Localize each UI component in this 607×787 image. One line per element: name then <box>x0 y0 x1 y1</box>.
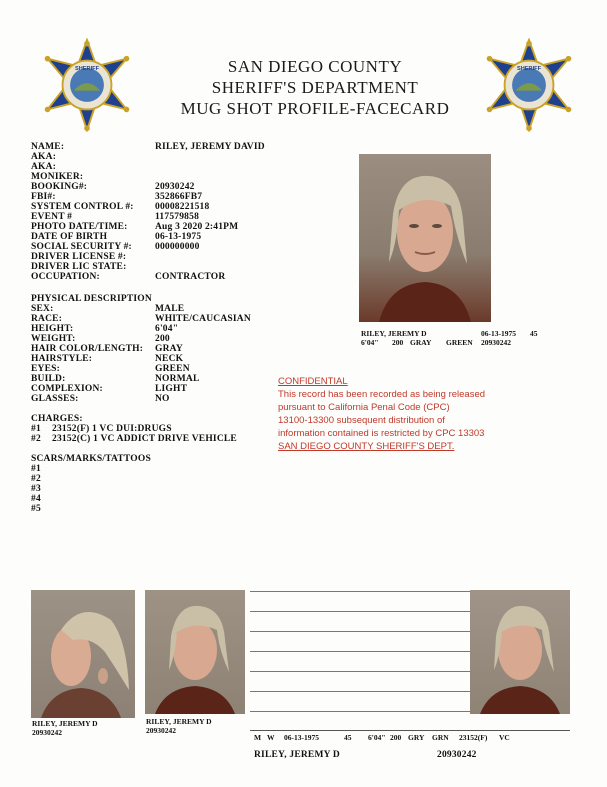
charge-number: #2 <box>31 434 41 444</box>
ruled-line <box>250 691 470 692</box>
field-label: BOOKING#: <box>31 182 88 192</box>
field-label: OCCUPATION: <box>31 272 100 282</box>
field-label: EVENT # <box>31 212 73 222</box>
scar-item: #5 <box>31 504 41 514</box>
sheriff-badge-left-icon <box>40 38 134 132</box>
svg-text:SHERIFF: SHERIFF <box>74 65 100 72</box>
ruled-line <box>250 711 470 712</box>
charge-text: 23152(C) 1 VC ADDICT DRIVE VEHICLE <box>52 434 237 444</box>
field-label: WEIGHT: <box>31 334 76 344</box>
field-value: 352866FB7 <box>155 192 203 202</box>
strip-charge: 23152(F) <box>459 733 488 742</box>
field-value: 117579858 <box>155 212 200 222</box>
footer-name: RILEY, JEREMY D <box>254 750 340 760</box>
scar-item: #2 <box>31 474 41 484</box>
confidential-line: pursuant to California Penal Code (CPC) <box>278 402 450 413</box>
confidential-title: CONFIDENTIAL <box>278 376 348 387</box>
field-label: HAIR COLOR/LENGTH: <box>31 344 144 354</box>
field-label: DRIVER LICENSE #: <box>31 252 127 262</box>
mugshot-front-right-photo <box>470 590 570 714</box>
field-value: GRAY <box>155 344 183 354</box>
field-label: RACE: <box>31 314 63 324</box>
profile-caption-name: RILEY, JEREMY D <box>32 719 98 728</box>
strip-hair: GRY <box>408 733 425 742</box>
field-value: 00008221518 <box>155 202 210 212</box>
strip-line <box>250 730 570 731</box>
confidential-line: 13100-13300 subsequent distribution of <box>278 415 445 426</box>
field-label: HEIGHT: <box>31 324 74 334</box>
field-value: 20930242 <box>155 182 195 192</box>
caption-weight: 200 <box>392 338 404 347</box>
field-value: Aug 3 2020 2:41PM <box>155 222 239 232</box>
ruled-line <box>250 591 470 592</box>
field-value: RILEY, JEREMY DAVID <box>155 142 265 152</box>
caption-booking: 20930242 <box>481 338 511 347</box>
strip-code: VC <box>499 733 510 742</box>
field-label: SEX: <box>31 304 54 314</box>
field-label: EYES: <box>31 364 60 374</box>
field-value: MALE <box>155 304 185 314</box>
title-line-3: MUG SHOT PROFILE-FACECARD <box>180 99 450 118</box>
ruled-line <box>250 611 470 612</box>
field-label: BUILD: <box>31 374 66 384</box>
mugshot-profile-photo <box>31 590 135 718</box>
confidential-line: information contained is restricted by CPC 13303 <box>278 428 485 439</box>
field-value: CONTRACTOR <box>155 272 226 282</box>
ruled-line <box>250 651 470 652</box>
field-label: COMPLEXION: <box>31 384 103 394</box>
strip-sex: M <box>254 733 262 742</box>
charge-number: #1 <box>31 424 41 434</box>
caption-height: 6'04" <box>361 338 379 347</box>
field-label: AKA: <box>31 162 57 172</box>
field-value: GREEN <box>155 364 190 374</box>
front-caption-booking: 20930242 <box>146 726 176 735</box>
field-value: NO <box>155 394 170 404</box>
scar-item: #1 <box>31 464 41 474</box>
field-label: DRIVER LIC STATE: <box>31 262 127 272</box>
caption-eyes: GREEN <box>446 338 473 347</box>
caption-age: 45 <box>530 329 538 338</box>
field-value: 000000000 <box>155 242 200 252</box>
field-label: FBI#: <box>31 192 56 202</box>
profile-caption-booking: 20930242 <box>32 728 62 737</box>
title-line-1: SAN DIEGO COUNTY <box>227 57 403 76</box>
field-label: GLASSES: <box>31 394 79 404</box>
footer-booking: 20930242 <box>437 750 477 760</box>
field-label: SYSTEM CONTROL #: <box>31 202 134 212</box>
caption-hair: GRAY <box>410 338 432 347</box>
strip-height: 6'04" <box>368 733 386 742</box>
scar-item: #4 <box>31 494 41 504</box>
strip-race: W <box>267 733 275 742</box>
field-value: 06-13-1975 <box>155 232 202 242</box>
field-label: SOCIAL SECURITY #: <box>31 242 132 252</box>
field-value: LIGHT <box>155 384 188 394</box>
ruled-line <box>250 631 470 632</box>
strip-dob: 06-13-1975 <box>284 733 319 742</box>
scars-heading: SCARS/MARKS/TATTOOS <box>31 454 151 464</box>
strip-eyes: GRN <box>432 733 449 742</box>
mugshot-front-photo <box>359 154 491 322</box>
field-value: WHITE/CAUCASIAN <box>155 314 251 324</box>
scar-item: #3 <box>31 484 41 494</box>
title-line-2: SHERIFF'S DEPARTMENT <box>211 78 419 97</box>
strip-weight: 200 <box>390 733 402 742</box>
field-value: 6'04" <box>155 324 179 334</box>
ruled-line <box>250 671 470 672</box>
caption-name: RILEY, JEREMY D <box>361 329 427 338</box>
field-label: DATE OF BIRTH <box>31 232 108 242</box>
field-value: 200 <box>155 334 170 344</box>
confidential-line: This record has been recorded as being released <box>278 389 486 400</box>
field-label: PHOTO DATE/TIME: <box>31 222 128 232</box>
confidential-footer: SAN DIEGO COUNTY SHERIFF'S DEPT. <box>278 441 455 452</box>
svg-text:SHERIFF: SHERIFF <box>516 65 542 72</box>
field-value: NORMAL <box>155 374 200 384</box>
strip-age: 45 <box>344 733 352 742</box>
caption-dob: 06-13-1975 <box>481 329 516 338</box>
charge-text: 23152(F) 1 VC DUI:DRUGS <box>52 424 172 434</box>
field-value: NECK <box>155 354 184 364</box>
front-caption-name: RILEY, JEREMY D <box>146 717 212 726</box>
physical-heading: PHYSICAL DESCRIPTION <box>31 294 152 304</box>
field-label: MONIKER: <box>31 172 84 182</box>
field-label: HAIRSTYLE: <box>31 354 93 364</box>
field-label: AKA: <box>31 152 57 162</box>
mugshot-front-small-photo <box>145 590 245 714</box>
field-label: NAME: <box>31 142 65 152</box>
charges-heading: CHARGES: <box>31 414 83 424</box>
sheriff-badge-right-icon <box>482 38 576 132</box>
